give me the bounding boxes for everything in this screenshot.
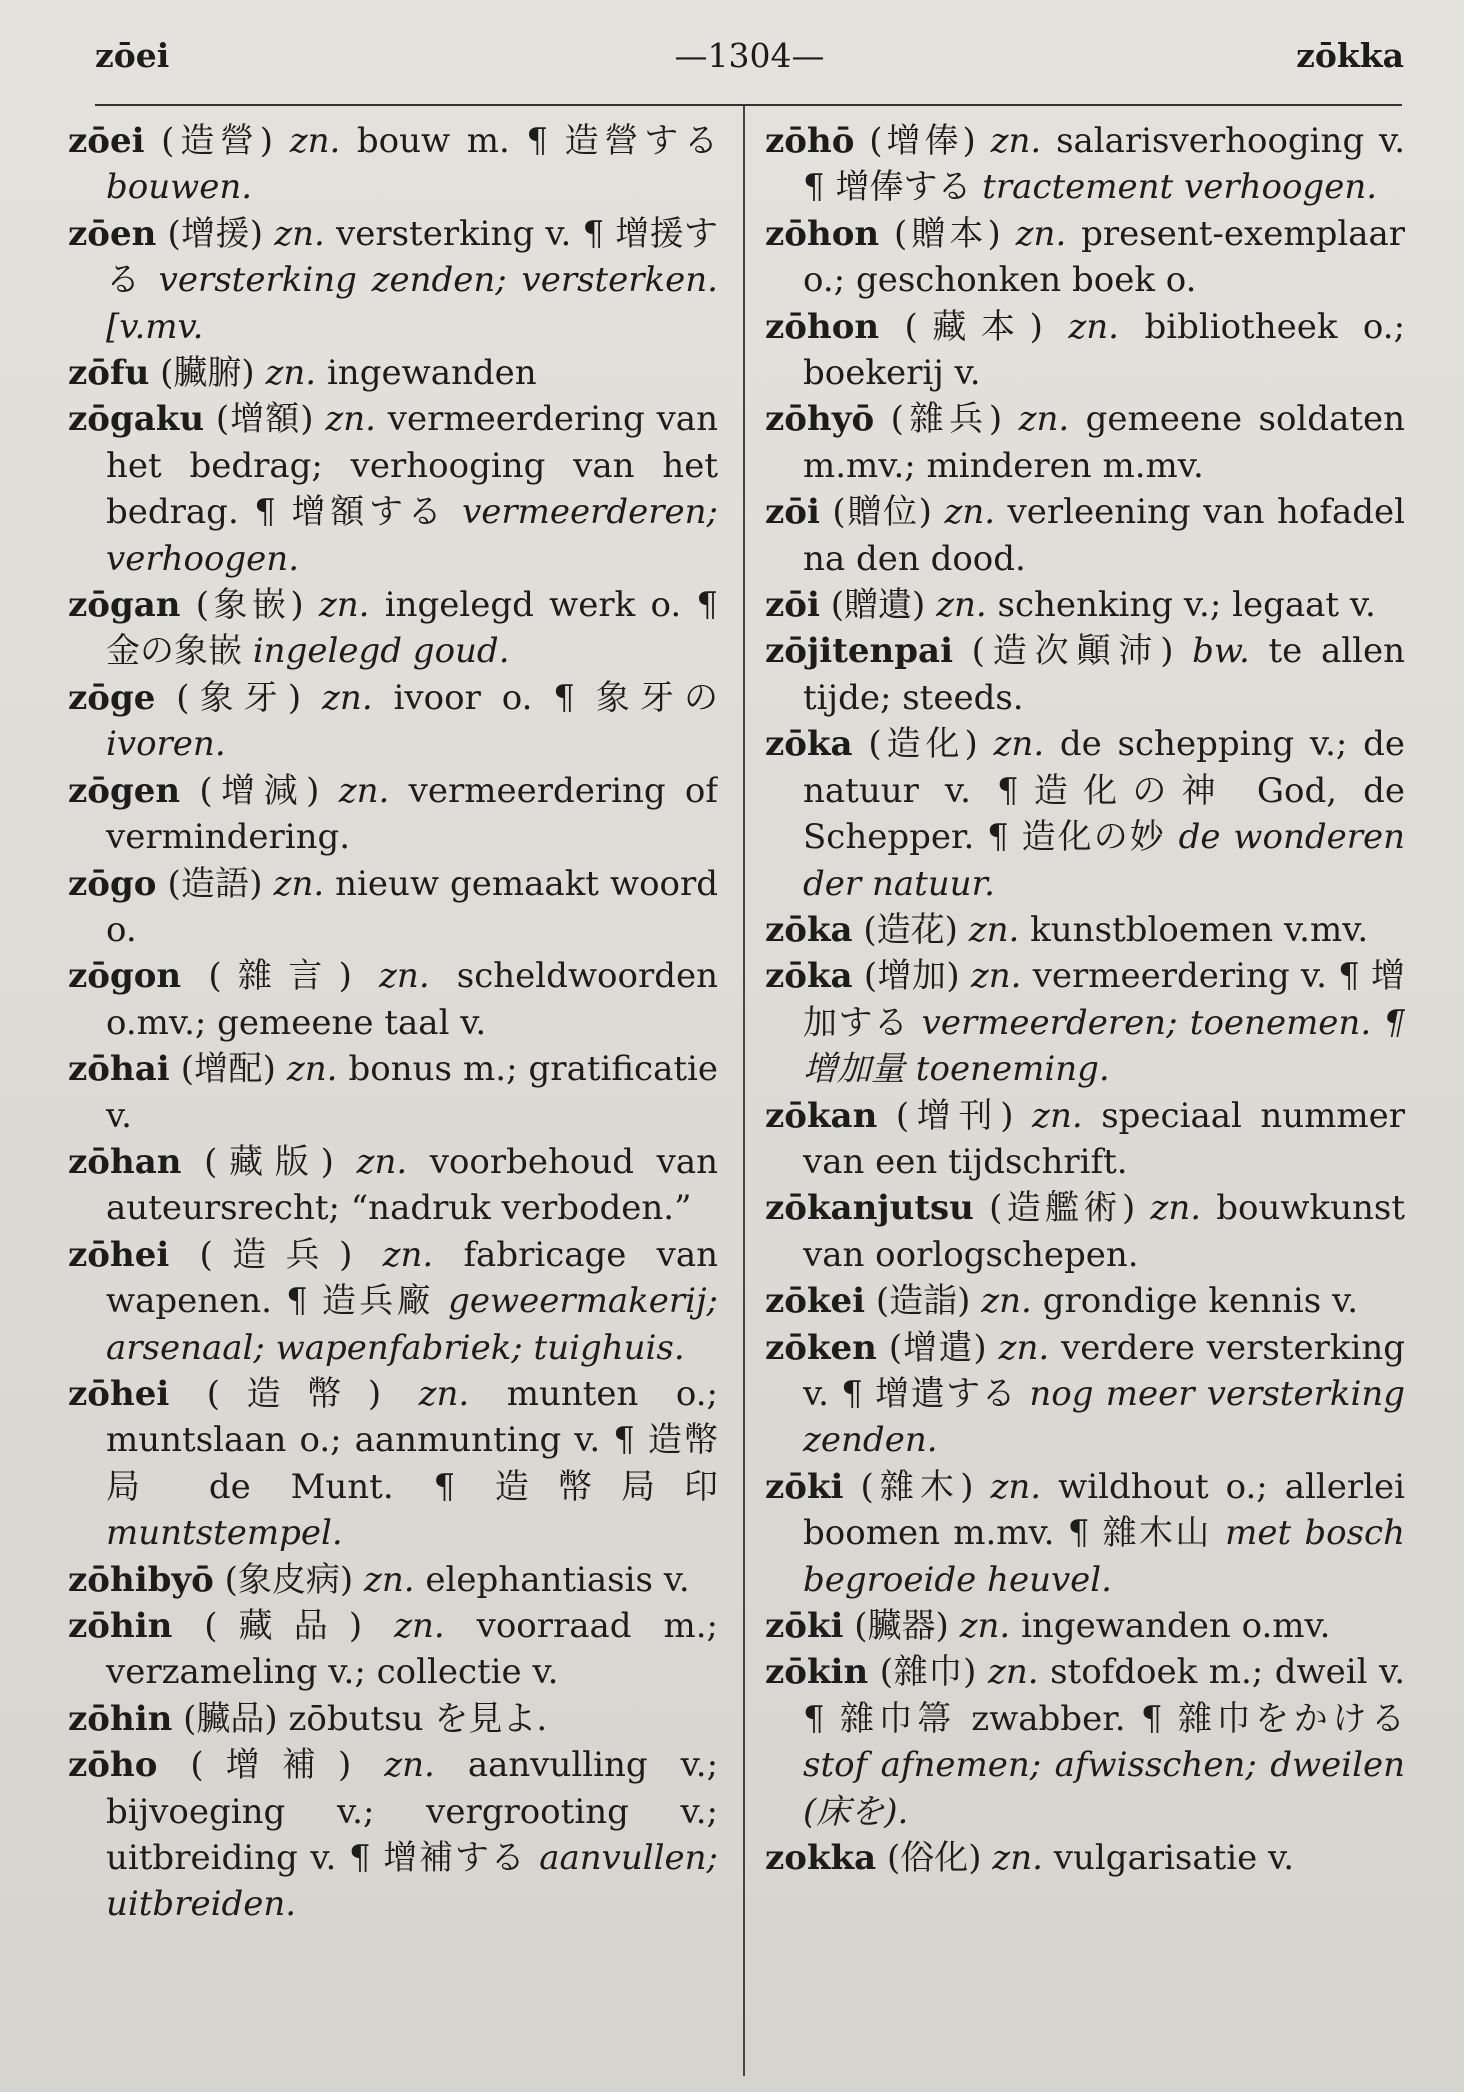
definition: aanvulling v.; bijvoeging v.; vergrooting v.; uitbreiding v. ¶ 增補する <box>106 1745 718 1879</box>
part-of-speech: zn. <box>1150 1188 1202 1229</box>
headword: zōhan <box>68 1141 182 1182</box>
example-phrase: ivoren. <box>106 724 226 765</box>
definition: vermeerdering of vermindering. <box>106 770 718 858</box>
dictionary-entry <box>68 211 718 350</box>
dictionary-entry <box>68 675 718 768</box>
dictionary-entry <box>765 1093 1405 1186</box>
definition: kunstbloemen v.mv. <box>1030 909 1369 950</box>
definition: nieuw gemaakt woord o. <box>106 863 718 950</box>
headword: zōhyō <box>765 399 875 440</box>
example-phrase: ingelegd goud. <box>252 631 510 672</box>
definition: fabricage van wapenen. ¶ 造兵廠 <box>106 1234 718 1322</box>
part-of-speech: zn. <box>990 121 1042 161</box>
definition: verdere versterking v. ¶ 增遣する <box>803 1327 1405 1414</box>
kanji-form: (增額) <box>215 399 314 440</box>
part-of-speech: zn. <box>998 1327 1050 1368</box>
kanji-form: (造花) <box>863 909 958 950</box>
dictionary-entry <box>68 118 718 211</box>
dictionary-entry <box>765 907 1405 953</box>
definition: elephantiasis v. <box>425 1559 690 1600</box>
dictionary-entry <box>68 396 718 582</box>
definition: ingewanden o.mv. <box>1021 1606 1331 1646</box>
headword: zōka <box>765 956 853 997</box>
definition: verleening van hofadel na den dood. <box>803 492 1405 579</box>
page-number: —1304— <box>674 36 825 75</box>
part-of-speech: zn. <box>325 399 376 440</box>
headword: zōi <box>765 585 820 626</box>
definition: voorbehoud van auteursrecht; “nadruk verboden.” <box>106 1141 718 1229</box>
kanji-form: (造兵) <box>199 1234 353 1275</box>
example-phrase: aanvullen; uitbreiden. <box>106 1838 718 1925</box>
dictionary-entry <box>765 1835 1405 1881</box>
headword: zōki <box>765 1466 844 1507</box>
part-of-speech: zn. <box>1018 399 1070 440</box>
kanji-form: (贈本) <box>894 213 1001 254</box>
kanji-form: (造化) <box>868 724 978 765</box>
definition: bouw m. ¶ 造營する <box>356 121 718 161</box>
headword: zōhai <box>68 1049 170 1090</box>
kanji-form: (雜木) <box>860 1466 974 1507</box>
definition: ingelegd werk o. ¶ 金の象嵌 <box>106 585 718 672</box>
definition: munten o.; muntslaan o.; aanmunting v. ¶ 造幣局 de Munt. ¶ 造幣局印 <box>106 1373 718 1507</box>
kanji-form: (雜兵) <box>890 399 1003 440</box>
definition: gemeene soldaten m.mv.; minderen m.mv. <box>803 399 1405 486</box>
kanji-form: (臟腑) <box>160 353 255 394</box>
dictionary-entry <box>68 1371 718 1557</box>
part-of-speech: zn. <box>987 1652 1039 1693</box>
kanji-form: (藏版) <box>204 1141 334 1182</box>
part-of-speech: zn. <box>990 1466 1042 1507</box>
headword: zōka <box>765 724 853 765</box>
definition: speciaal nummer van een tijdschrift. <box>803 1095 1405 1182</box>
dictionary-entry <box>68 1603 718 1696</box>
definition: versterking v. ¶ 增援する <box>106 213 718 301</box>
headword: zōhei <box>68 1234 170 1275</box>
example-phrase: nog meer versterking zenden. <box>803 1373 1405 1461</box>
example-phrase: tractement verhoogen. <box>982 167 1378 208</box>
example-phrase: vermeerderen; toenemen. ¶ 增加量 toeneming. <box>803 1002 1405 1090</box>
headword: zōhei <box>68 1373 170 1414</box>
part-of-speech: zn. <box>394 1606 445 1646</box>
definition: voorraad m.; verzameling v.; collectie v. <box>106 1606 718 1693</box>
headword: zōhō <box>765 121 855 161</box>
dictionary-entry <box>765 953 1405 1092</box>
part-of-speech: zn. <box>338 770 390 811</box>
kanji-form: (贈位) <box>832 492 932 533</box>
kanji-form: (象嵌) <box>195 585 304 626</box>
kanji-form: (造詣) <box>875 1281 971 1322</box>
part-of-speech: zn. <box>968 909 1020 950</box>
kanji-form: (藏本) <box>904 306 1043 347</box>
definition: bibliotheek o.; boekerij v. <box>803 306 1405 394</box>
headword: zōhon <box>765 306 880 347</box>
dictionary-entry <box>765 582 1405 628</box>
definition: scheldwoorden o.mv.; gemeene taal v. <box>106 956 718 1043</box>
headword: zōhin <box>68 1698 173 1739</box>
kanji-form: (造幣) <box>206 1373 382 1414</box>
definition: grondige kennis v. <box>1042 1281 1359 1322</box>
headword: zōfu <box>68 353 150 394</box>
dictionary-entry <box>68 953 718 1046</box>
part-of-speech: zn. <box>382 1234 434 1275</box>
dictionary-entry <box>765 1185 1405 1278</box>
dictionary-entry <box>765 1278 1405 1324</box>
definition: vulgarisatie v. <box>1053 1838 1295 1879</box>
part-of-speech: zn. <box>384 1745 435 1786</box>
definition: ingewanden <box>326 353 537 394</box>
kanji-form: (增俸) <box>869 121 976 161</box>
part-of-speech: zn. <box>992 1838 1043 1879</box>
part-of-speech: zn. <box>356 1141 408 1182</box>
dictionary-entry <box>68 1046 718 1139</box>
dictionary-entry <box>765 1603 1405 1649</box>
guide-word-right: zōkka <box>1296 36 1404 75</box>
dictionary-entry <box>765 1325 1405 1464</box>
headword: zōkei <box>765 1281 866 1322</box>
dictionary-entry <box>765 118 1405 211</box>
definition: wildhout o.; allerlei boomen m.mv. ¶ 雜木山 <box>803 1466 1405 1554</box>
headword: zōken <box>765 1327 877 1368</box>
guide-word-left: zōei <box>95 36 170 75</box>
kanji-form: (象皮病) <box>224 1559 354 1600</box>
definition: de schepping v.; de natuur v. ¶造化の神 God, de Schepper. ¶ 造化の妙 <box>803 724 1405 858</box>
headword: zōei <box>68 121 145 161</box>
kanji-form: (增補) <box>190 1745 352 1786</box>
example-phrase: stof afnemen; afwisschen; dweilen (床を). <box>803 1745 1405 1832</box>
kanji-form: (造次顚沛) <box>971 631 1174 672</box>
example-phrase: vermeerderen; verhoogen. <box>106 492 718 579</box>
headword: zōhin <box>68 1606 173 1646</box>
part-of-speech: zn. <box>993 724 1045 765</box>
kanji-form: (造營) <box>161 121 274 161</box>
example-phrase: met bosch begroeide heuvel. <box>803 1513 1405 1600</box>
dictionary-entry <box>68 582 718 675</box>
left-column <box>68 118 718 2073</box>
part-of-speech: zn. <box>1015 213 1067 254</box>
right-column <box>765 118 1405 2073</box>
part-of-speech: zn. <box>363 1559 415 1600</box>
kanji-form: (增配) <box>180 1049 276 1090</box>
part-of-speech: bw. <box>1192 631 1250 672</box>
definition: salarisverhooging v. ¶ 增俸する <box>803 121 1405 208</box>
kanji-form: (雜巾) <box>879 1652 977 1693</box>
definition: schenking v.; legaat v. <box>997 585 1376 626</box>
part-of-speech: zn. <box>379 956 430 997</box>
definition: zōbutsu を見よ. <box>288 1698 548 1739</box>
example-phrase: versterking zenden; versterken. [v.mv. <box>106 260 718 347</box>
definition: vermeerdering v. ¶ 增加する <box>803 956 1405 1043</box>
headword: zōkin <box>765 1652 869 1693</box>
headword: zōgon <box>68 956 182 997</box>
headword: zōgo <box>68 863 157 904</box>
definition: vermeerdering van het bedrag; verhooging van het bedrag. ¶ 增額する <box>106 399 718 533</box>
running-head <box>95 36 1404 86</box>
kanji-form: (雜言) <box>208 956 352 997</box>
kanji-form: (增援) <box>167 213 264 254</box>
headword: zōki <box>765 1606 844 1646</box>
headword: zokka <box>765 1838 877 1879</box>
kanji-form: (增刊) <box>895 1095 1014 1136</box>
dictionary-entry <box>765 1464 1405 1603</box>
kanji-form: (俗化) <box>886 1838 982 1879</box>
dictionary-entry <box>68 1232 718 1371</box>
example-phrase: bouwen. <box>106 167 253 208</box>
definition: bonus m.; gratificatie v. <box>106 1049 718 1136</box>
part-of-speech: zn. <box>959 1606 1011 1646</box>
dictionary-entry <box>68 350 718 396</box>
headword: zōka <box>765 909 853 950</box>
part-of-speech: zn. <box>418 1373 470 1414</box>
dictionary-entry <box>68 768 718 861</box>
header-rule <box>95 104 1402 106</box>
example-phrase: geweermakerij; arsenaal; wapenfabriek; tuighuis. <box>106 1281 718 1368</box>
part-of-speech: zn. <box>274 213 325 254</box>
part-of-speech: zn. <box>318 585 370 626</box>
part-of-speech: zn. <box>286 1049 338 1090</box>
dictionary-entry <box>765 628 1405 721</box>
part-of-speech: zn. <box>1032 1095 1083 1136</box>
headword: zōho <box>68 1745 158 1786</box>
part-of-speech: zn. <box>944 492 996 533</box>
part-of-speech: zn. <box>1068 306 1119 347</box>
part-of-speech: zn. <box>289 121 341 161</box>
kanji-form: (造艦術) <box>989 1188 1136 1229</box>
example-phrase: muntstempel. <box>106 1513 343 1554</box>
dictionary-entry <box>765 396 1405 489</box>
headword: zōgaku <box>68 399 205 440</box>
definition: te allen tijde; steeds. <box>803 631 1405 718</box>
dictionary-entry <box>765 489 1405 582</box>
kanji-form: (臟品) <box>183 1698 278 1739</box>
kanji-form: (增遣) <box>888 1327 987 1368</box>
part-of-speech: zn. <box>970 956 1022 997</box>
dictionary-entry <box>68 861 718 954</box>
headword: zōge <box>68 677 156 718</box>
kanji-form: (臟器) <box>854 1606 949 1646</box>
part-of-speech: zn. <box>322 677 373 718</box>
headword: zōgan <box>68 585 181 626</box>
definition: ivoor o. ¶ 象牙の <box>393 677 718 718</box>
dictionary-entry <box>68 1742 718 1928</box>
headword: zōen <box>68 213 157 254</box>
part-of-speech: zn. <box>273 863 325 904</box>
definition: stofdoek m.; dweil v. ¶ 雜巾箒 zwabber. ¶ 雜巾をかける <box>803 1652 1405 1739</box>
kanji-form: (增加) <box>863 956 960 997</box>
headword: zōkanjutsu <box>765 1188 974 1229</box>
headword: zōhibyō <box>68 1559 214 1600</box>
definition: bouwkunst van oorlogschepen. <box>803 1188 1405 1275</box>
kanji-form: (增減) <box>199 770 320 811</box>
example-phrase: de wonderen der natuur. <box>803 817 1405 904</box>
dictionary-entry <box>765 721 1405 907</box>
dictionary-entry <box>765 211 1405 304</box>
headword: zōjitenpai <box>765 631 953 672</box>
kanji-form: (藏品) <box>204 1606 363 1646</box>
kanji-form: (贈遺) <box>830 585 926 626</box>
definition: present-exemplaar o.; geschonken boek o. <box>803 213 1405 301</box>
dictionary-entry <box>68 1139 718 1232</box>
dictionary-entry <box>765 304 1405 397</box>
kanji-form: (造語) <box>167 863 263 904</box>
part-of-speech: zn. <box>936 585 987 626</box>
headword: zōkan <box>765 1095 878 1136</box>
headword: zōhon <box>765 213 880 254</box>
part-of-speech: zn. <box>981 1281 1032 1322</box>
dictionary-entry <box>68 1696 718 1742</box>
headword: zōi <box>765 492 820 533</box>
column-divider <box>743 106 745 2076</box>
part-of-speech: zn. <box>265 353 317 394</box>
kanji-form: (象牙) <box>176 677 302 718</box>
dictionary-entry <box>68 1557 718 1603</box>
headword: zōgen <box>68 770 181 811</box>
dictionary-entry <box>765 1649 1405 1835</box>
